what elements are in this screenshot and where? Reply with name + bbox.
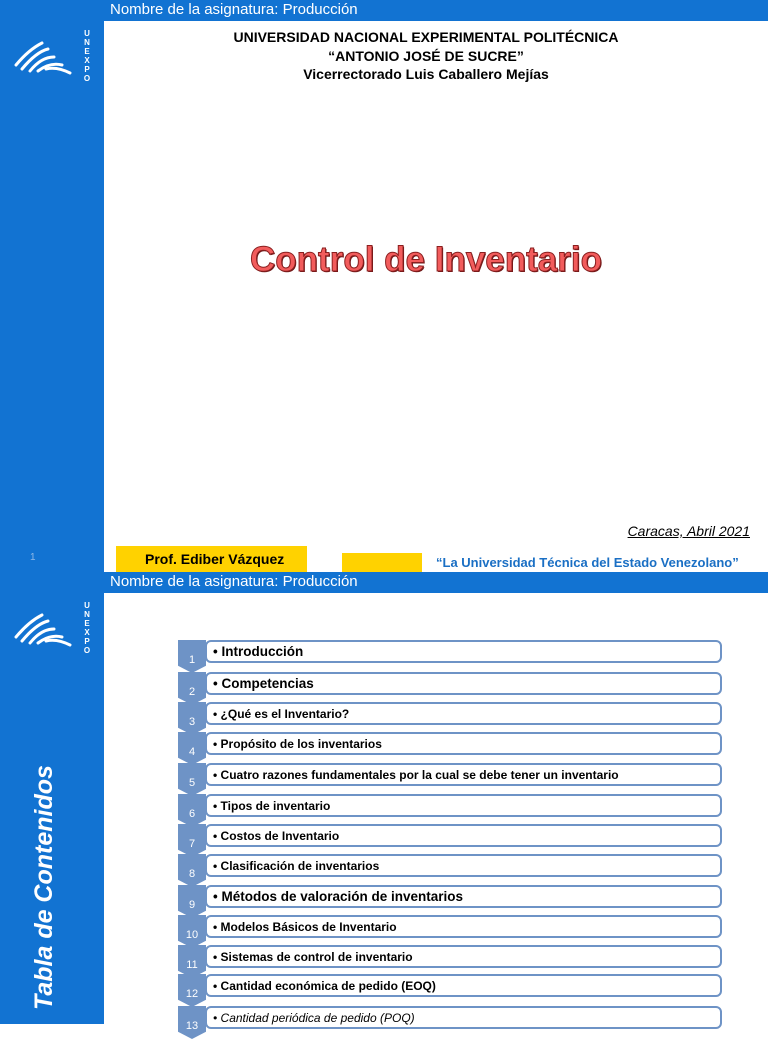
toc-item-number: 9 [188,899,196,911]
toc-item-label: • Costos de Inventario [213,829,340,843]
toc-item[interactable] [178,640,723,666]
toc-item-label: • Propósito de los inventarios [213,737,382,751]
unexpo-logo-text: UNEXPO [83,29,91,83]
university-line-2: “ANTONIO JOSÉ DE SUCRE” [328,47,524,64]
toc-item[interactable] [178,945,723,971]
toc-item-box [205,885,722,908]
toc-item[interactable] [178,672,723,698]
toc-item[interactable] [178,702,723,728]
unexpo-logo-icon [12,35,76,81]
presentation-title: Control de Inventario [250,240,602,279]
toc-item-label: • Métodos de valoración de inventarios [213,889,464,904]
toc-item-label: • Sistemas de control de inventario [213,950,413,964]
toc-item-box [205,732,722,755]
unexpo-logo-text: UNEXPO [83,601,91,655]
toc-item-label: • Introducción [213,644,304,659]
toc-item-box [205,794,722,817]
university-header [104,28,748,84]
university-motto: “La Universidad Técnica del Estado Venezolano” [436,555,739,570]
toc-item-number: 5 [188,777,196,789]
place-date: Caracas, Abril 2021 [627,523,750,539]
toc-item[interactable] [178,824,723,850]
toc-item[interactable] [178,974,723,1000]
toc-item-number: 13 [185,1020,199,1032]
toc-item[interactable] [178,1006,723,1032]
toc-sidebar-title: Tabla de Contenidos [30,765,58,1010]
course-name: Nombre de la asignatura: Producción [110,573,358,590]
unexpo-logo-icon [12,607,76,653]
toc-item[interactable] [178,732,723,758]
course-name: Nombre de la asignatura: Producción [110,1,358,18]
toc-item[interactable] [178,915,723,941]
toc-item-number: 1 [188,654,196,666]
university-line-3: Vicerrectorado Luis Caballero Mejías [303,66,549,82]
course-header-bar [0,572,768,593]
toc-item-box [205,824,722,847]
toc-item-number: 8 [188,868,196,880]
toc-item-label: • Cantidad económica de pedido (EOQ) [213,979,436,993]
toc-item-number: 12 [185,988,199,1000]
toc-item-label: • ¿Qué es el Inventario? [213,707,350,721]
sidebar [0,21,104,572]
toc-item[interactable] [178,794,723,820]
toc-item-number: 2 [188,686,196,698]
university-line-1: UNIVERSIDAD NACIONAL EXPERIMENTAL POLITÉCNICA [233,29,619,45]
slide-number: 1 [30,552,36,563]
toc-item-box [205,854,722,877]
toc-item-label: • Clasificación de inventarios [213,859,380,873]
toc-item-number: 11 [186,959,198,971]
toc-item-box [205,640,722,663]
toc-item-label: • Modelos Básicos de Inventario [213,920,397,934]
toc-item-box [205,915,722,938]
toc-item-label: • Tipos de inventario [213,799,331,813]
toc-item-box [205,1006,722,1029]
toc-item-box [205,702,722,725]
toc-item-number: 10 [185,929,199,941]
toc-item[interactable] [178,854,723,880]
toc-item-label: • Competencias [213,676,314,691]
toc-item[interactable] [178,885,723,911]
toc-item-number: 3 [188,716,196,728]
toc-item-label: • Cuatro razones fundamentales por la cual se debe tener un inventario [213,768,619,782]
course-header-bar [0,0,768,21]
toc-item-box [205,974,722,997]
yellow-accent-block [342,553,422,572]
toc-item-box [205,763,722,786]
toc-item-number: 7 [188,838,196,850]
toc-item-number: 6 [188,808,196,820]
professor-name: Prof. Ediber Vázquez [145,551,285,567]
toc-item-number: 4 [188,746,196,758]
toc-item-box [205,945,722,968]
toc-item-label: • Cantidad periódica de pedido (POQ) [213,1011,415,1025]
toc-item[interactable] [178,763,723,789]
toc-item-box [205,672,722,695]
